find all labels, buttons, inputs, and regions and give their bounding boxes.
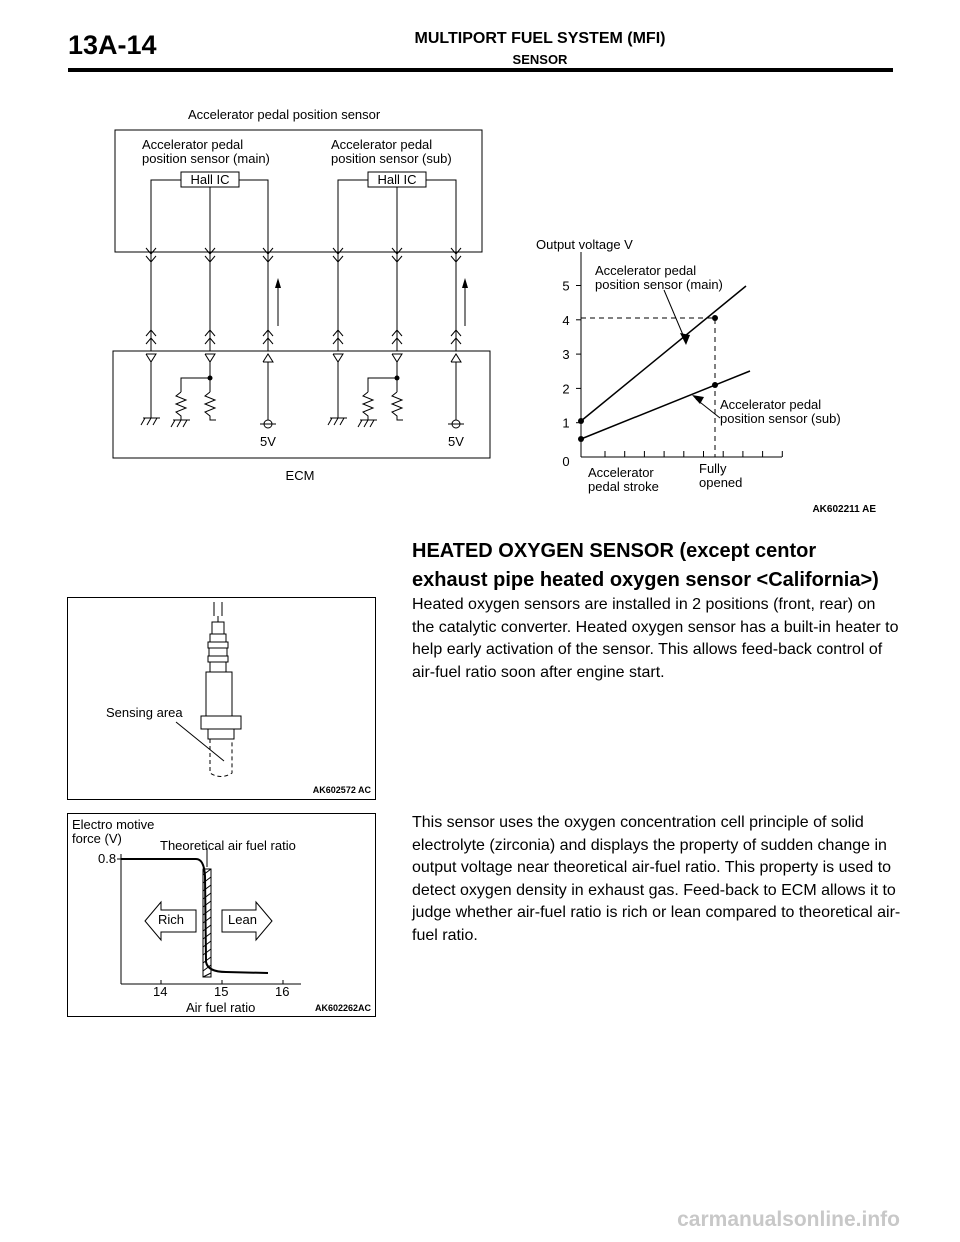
theoretical-ratio-label: Theoretical air fuel ratio bbox=[160, 838, 296, 853]
fig2-code: AK602211 AE bbox=[812, 504, 876, 515]
ecm-box bbox=[113, 351, 490, 458]
y-tick-label-2: 2 bbox=[562, 381, 570, 397]
sensing-tip bbox=[210, 739, 232, 777]
page-number: 13A-14 bbox=[68, 30, 157, 60]
figure-oxygen-sensor bbox=[67, 597, 376, 800]
figure-output-voltage-chart bbox=[520, 230, 900, 520]
sensing-pointer bbox=[176, 722, 224, 761]
hall-ic-sub-label: Hall IC bbox=[377, 172, 417, 187]
y-tick-label-1: 1 bbox=[562, 415, 570, 431]
sensor-body bbox=[206, 672, 232, 716]
sensing-area-label: Sensing area bbox=[106, 705, 183, 720]
emf-y-title bbox=[72, 818, 154, 846]
y-tick-label-5: 5 bbox=[562, 278, 570, 294]
fig2-sub-label-1: Accelerator pedal bbox=[720, 397, 822, 412]
fully-label-1: Fully bbox=[699, 461, 727, 476]
fig2-main-label-2: position sensor (main) bbox=[595, 277, 723, 292]
fig1-title: Accelerator pedal position sensor bbox=[188, 107, 381, 122]
sub-end-point bbox=[712, 382, 718, 388]
emf-x-tick-15: 15 bbox=[214, 984, 229, 999]
header-title: MULTIPORT FUEL SYSTEM (MFI) bbox=[414, 30, 666, 47]
emf-x-title: Air fuel ratio bbox=[186, 1000, 256, 1015]
sensor-hex bbox=[201, 716, 241, 729]
paragraph-1: Heated oxygen sensors are installed in 2 positions (front, rear) on the catalytic converter. Heated oxygen sensor has a built-in heater to help early activation of the sensor. This allows feed-back control of air-fuel ratio soon after engine start. bbox=[412, 596, 899, 681]
y-tick-label-3: 3 bbox=[562, 347, 570, 363]
sub-start-point bbox=[578, 436, 584, 442]
emf-y-title-2: force (V) bbox=[72, 831, 122, 846]
fig2-sub-label-2: position sensor (sub) bbox=[720, 411, 841, 426]
header-subtitle: SENSOR bbox=[512, 52, 568, 67]
fig1-sub-label-2: position sensor (sub) bbox=[331, 151, 452, 166]
figure-pedal-sensor-circuit bbox=[0, 0, 510, 500]
watermark: carmanualsonline.info bbox=[677, 1208, 900, 1231]
y-tick-label-0: 0 bbox=[562, 454, 570, 469]
emf-x-tick-14: 14 bbox=[153, 984, 168, 999]
hall-ic-main-label: Hall IC bbox=[190, 172, 230, 187]
fig1-main-label-1: Accelerator pedal bbox=[142, 137, 244, 152]
x-label-2: pedal stroke bbox=[588, 479, 659, 494]
dashed-guide bbox=[581, 318, 715, 457]
lean-label: Lean bbox=[228, 912, 257, 927]
emf-x-tick-16: 16 bbox=[275, 984, 290, 999]
y-axis-title: Output voltage V bbox=[536, 237, 633, 252]
supply-right-label: 5V bbox=[448, 434, 464, 449]
ecm-label: ECM bbox=[285, 468, 315, 483]
section-heading-line1: HEATED OXYGEN SENSOR (except centor bbox=[412, 540, 817, 562]
supply-left-label: 5V bbox=[260, 434, 276, 449]
rich-label: Rich bbox=[158, 912, 185, 927]
sensor-wire bbox=[214, 602, 222, 616]
x-label-1: Accelerator bbox=[588, 465, 654, 480]
oxygen-sensor-drawing bbox=[68, 598, 375, 799]
fig2-main-label-1: Accelerator pedal bbox=[595, 263, 697, 278]
y-tick-label-4: 4 bbox=[562, 312, 570, 328]
main-end-point bbox=[712, 315, 718, 321]
emf-y-tick: 0.8 bbox=[98, 851, 117, 866]
emf-y-title-1: Electro motive bbox=[72, 817, 155, 832]
fig4-code: AK602262AC bbox=[314, 1003, 371, 1013]
fig1-sub-label-1: Accelerator pedal bbox=[331, 137, 433, 152]
fig3-code: AK602572 AC bbox=[312, 785, 371, 795]
paragraph-2: This sensor uses the oxygen concentration cell principle of solid electrolyte (zirconia) and displays the property of sudden change in output voltage near theoretical air-fuel ratio. This property is used to detect oxygen density in exhaust gas. Feed-back to ECM allows it to judge whether air-fuel ratio is rich or lean compared to theoretical air-fuel ratio. bbox=[412, 814, 901, 944]
section-heading-line2: exhaust pipe heated oxygen sensor <California>) bbox=[412, 569, 879, 591]
fully-label-2: opened bbox=[699, 475, 743, 490]
fig1-main-label-2: position sensor (main) bbox=[142, 151, 270, 166]
section-heading bbox=[412, 537, 902, 595]
main-start-point bbox=[578, 418, 584, 424]
figure-emf-chart bbox=[67, 813, 376, 1017]
